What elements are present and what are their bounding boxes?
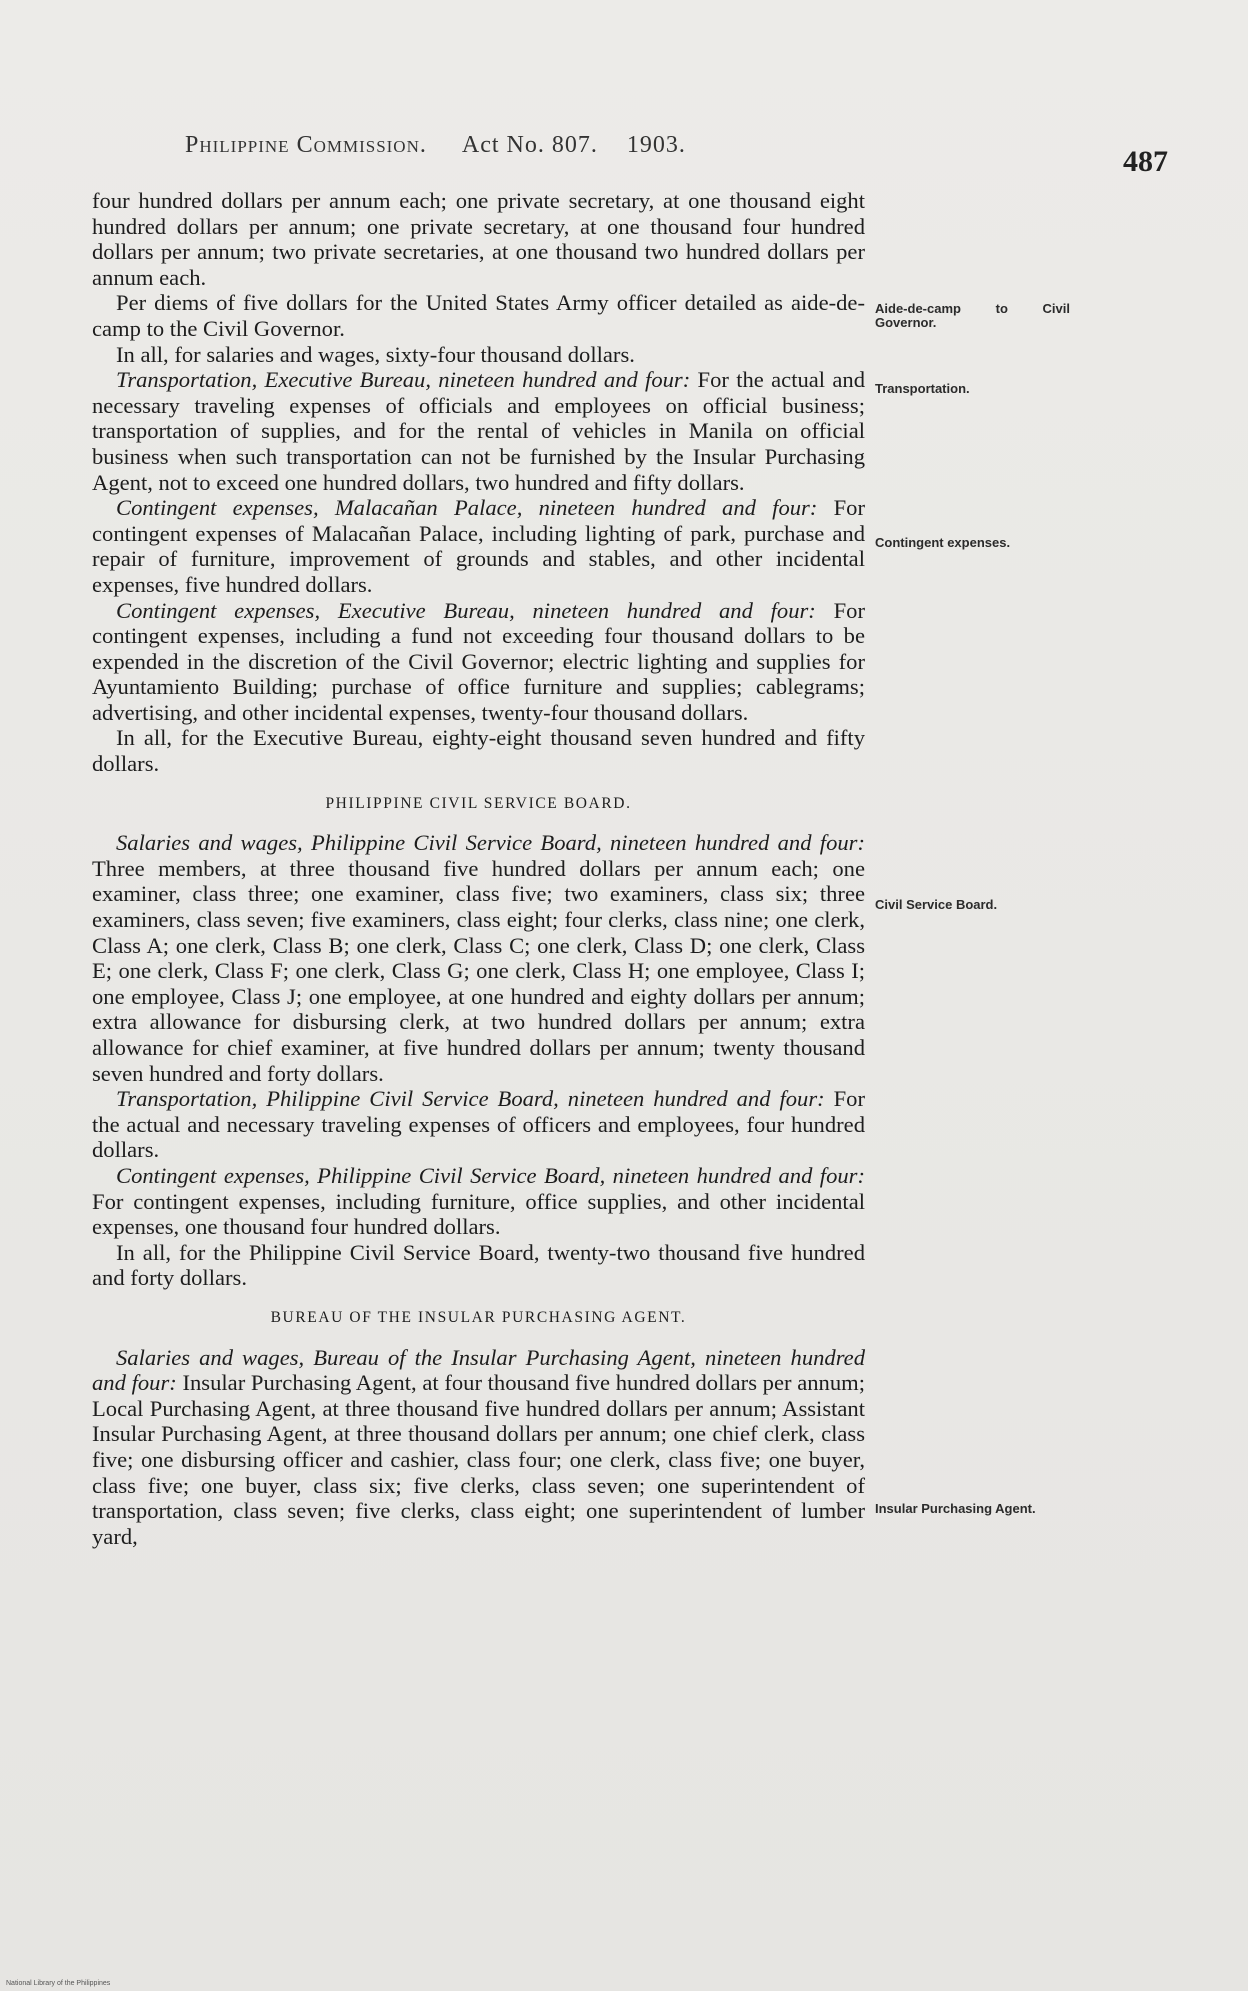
margin-note-aide: Aide-de-camp to Civil Governor. xyxy=(875,301,1070,330)
paragraph-text: For contingent expenses, including furniture, office supplies, and other incidental expenses, one thousand four hundred dollars. xyxy=(92,1188,865,1240)
paragraph-text: Per diems of five dollars for the United States Army officer detailed as aide-de-camp to the Civil Governor. xyxy=(92,290,865,341)
paragraph-text: For the actual and necessary traveling expenses of officials and employees on official business; transportation of supplies, and for the rental of vehicles in Manila on official business when such transportation can not be furnished by the Insular Purchasing Agent, not to exceed one hundred dollars, two hundred and fifty dollars. xyxy=(92,367,865,495)
paragraph xyxy=(92,342,865,368)
page-number: 487 xyxy=(1123,145,1168,178)
body-text xyxy=(92,188,865,1549)
paragraph-text: In all, for the Philippine Civil Service Board, twenty-two thousand five hundred and forty dollars. xyxy=(92,1239,865,1291)
paragraph-text: In all, for salaries and wages, sixty-four thousand dollars. xyxy=(116,341,635,367)
running-header xyxy=(185,132,915,159)
paragraph-lead: Contingent expenses, Executive Bureau, nineteen hundred and four: xyxy=(116,597,816,623)
paragraph xyxy=(92,1086,865,1163)
margin-note-transportation: Transportation. xyxy=(875,381,970,396)
paragraph xyxy=(92,598,865,726)
paragraph xyxy=(92,1345,865,1550)
margin-note-insular: Insular Purchasing Agent. xyxy=(875,1501,1036,1516)
paragraph xyxy=(92,830,865,1086)
paragraph xyxy=(92,290,865,341)
paragraph-text: Insular Purchasing Agent, at four thousand five hundred dollars per annum; Local Purchasing Agent, at three thousand five hundred dollars per annum; Assistant Insular Purchasing Agent, at three thousand dollars per annum; one chief clerk, class five; one disbursing officer and cashier, class four; one clerk, class five; one buyer, class five; one buyer, class six; five clerks, class seven; one superintendent of transportation, class seven; five clerks, class eight; one superintendent of lumber yard, xyxy=(92,1370,865,1549)
paragraph xyxy=(92,495,865,597)
header-act: Act No. 807. xyxy=(461,132,598,158)
paragraph-lead: Transportation, Executive Bureau, nineteen hundred and four: xyxy=(116,367,691,393)
paragraph-text: In all, for the Executive Bureau, eighty-eight thousand seven hundred and fifty dollars. xyxy=(92,725,865,777)
header-title: Philippine Commission. xyxy=(185,132,427,158)
paragraph-text: For contingent expenses of Malacañan Palace, including lighting of park, purchase and repair of furniture, improvement of grounds and stables, and other incidental expenses, five hundred dollars. xyxy=(92,495,865,597)
section-heading: BUREAU OF THE INSULAR PURCHASING AGENT. xyxy=(270,1308,687,1326)
paragraph xyxy=(92,725,865,776)
paragraph xyxy=(92,1163,865,1240)
paragraph-text: For contingent expenses, including a fund not exceeding four thousand dollars to be expended in the discretion of the Civil Governor; electric lighting and supplies for Ayuntamiento Building; purchase of office furniture and supplies; cablegrams; advertising, and other incidental expenses, twenty-four thousand dollars. xyxy=(92,597,865,725)
footer-credit: National Library of the Philippines xyxy=(6,1980,111,1987)
paragraph xyxy=(92,1240,865,1291)
paragraph-lead: Contingent expenses, Malacañan Palace, nineteen hundred and four: xyxy=(116,495,818,521)
paragraph-lead: Transportation, Philippine Civil Service Board, nineteen hundred and four: xyxy=(116,1086,825,1112)
paragraph-text: four hundred dollars per annum each; one private secretary, at one thousand eight hundred dollars per annum; one private secretary, at one thousand four hundred dollars per annum; two private secretaries, at one thousand two hundred dollars per annum each. xyxy=(92,188,865,290)
paragraph xyxy=(92,188,865,290)
header-year: 1903. xyxy=(626,132,686,158)
section-heading: PHILIPPINE CIVIL SERVICE BOARD. xyxy=(325,794,632,812)
paragraph-text: For the actual and necessary traveling expenses of officers and employees, four hundred dollars. xyxy=(92,1086,865,1163)
margin-note-civil-service: Civil Service Board. xyxy=(875,897,998,912)
paragraph xyxy=(92,367,865,495)
paragraph-lead: Salaries and wages, Bureau of the Insular Purchasing Agent, nineteen hundred and four: xyxy=(92,1344,865,1396)
paragraph-lead: Contingent expenses, Philippine Civil Service Board, nineteen hundred and four: xyxy=(116,1162,865,1188)
paragraph-text: Three members, at three thousand five hundred dollars per annum each; one examiner, class three; one examiner, class five; two examiners, class six; three examiners, class seven; five examiners, class eight; four clerks, class nine; one clerk, Class A; one clerk, Class B; one clerk, Class C; one clerk, Class D; one clerk, Class E; one clerk, Class F; one clerk, Class G; one clerk, Class H; one employee, Class I; one employee, Class J; one employee, at one hundred and eighty dollars per annum; extra allowance for disbursing clerk, at two hundred dollars per annum; extra allowance for chief examiner, at five hundred dollars per annum; twenty thousand seven hundred and forty dollars. xyxy=(92,855,865,1086)
margin-note-contingent: Contingent expenses. xyxy=(875,535,1011,550)
paragraph-lead: Salaries and wages, Philippine Civil Service Board, nineteen hundred and four: xyxy=(116,830,865,856)
